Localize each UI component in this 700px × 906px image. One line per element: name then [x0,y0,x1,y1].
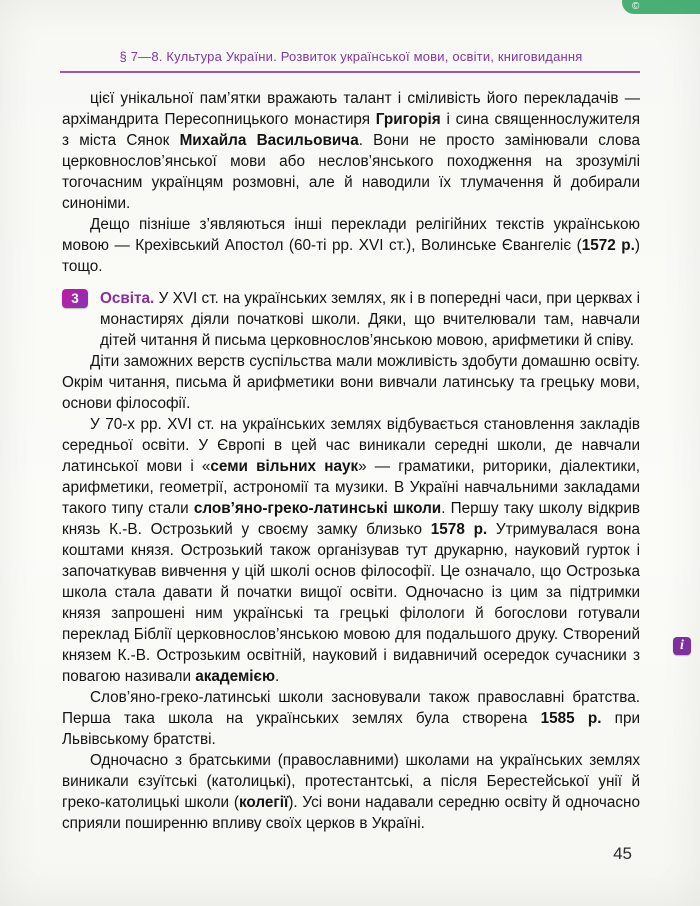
paragraph-brotherhood-schools [62,687,640,750]
section-heading: Освіта. [100,290,155,307]
text-segment: У 70-х рр. XVI ст. на українських землях відбувається становлення закладів середньої освіти. У Європі в цей час виникали середні школи, де навчали латинської мови і « [62,416,640,475]
section-number-badge: 3 [62,289,88,308]
text-segment: . Першу таку школу відкрив князь К.-В. Острозький у своєму замку близько [62,500,640,538]
text-segment: У XVI ст. на українських землях, як і в попередні часи, при церквах і монастирях діяли початкові школи. Дяки, що вчителювали там, навчали дітей читання й письма церковнослов’янською мовою, арифметики й співу. [100,290,640,349]
paragraph-home-education [62,351,640,414]
info-icon: і [673,637,691,655]
text-segment: семи вільних наук [210,458,359,475]
text-segment: Михайла Васильовича [179,132,359,149]
page-number: 45 [613,844,632,863]
text-segment: ). Усі вони надавали середню освіту й одночасно сприяли поширенню впливу своїх церков в Україні. [62,794,641,832]
text-body [62,88,640,834]
text-segment: » — граматики, риторики, діалектики, арифметики, геометрії, астрономії та музики. В Україні навчальними закладами такого типу стали [62,458,640,517]
text-segment: Григорія [375,111,441,128]
text-segment: Одночасно з братськими (православними) школами на українських землях виникали єзуїтські (католицькі), протестантські, а після Берестейської унії й греко-католицькі школи ( [62,752,640,811]
text-segment: . [275,668,280,685]
text-segment: 1578 р. [430,521,488,538]
paragraph-secondary-schools-ostrozky [62,414,640,687]
text-segment: цієї унікальної пам’ятки вражають талант і сміливість його перекладачів — архімандрита Пересопницького монастиря [62,90,640,128]
text-segment: і сина священнослужителя з міста Сянок [62,111,640,149]
text-segment: колегії [238,794,289,811]
text-segment: при Львівському братстві. [62,710,641,748]
chapter-header-title: § 7—8. Культура України. Розвиток української мови, освіти, книговидання [119,49,583,64]
header-divider [60,71,640,73]
text-segment: Діти заможних верств суспільства мали можливість здобути домашню освіту. Окрім читання, письма й арифметики вони вивчали латинську та грецьку мови, основи філософії. [62,353,640,412]
text-segment: академією [195,668,276,685]
text-segment: Утримувалася вона коштами князя. Острозький також організував тут друкарню, науковий гурток і започаткував вивчення у цій школі основ філософії. Це означало, що Острозька школа стала давати й початки вищої освіти. Одночасно із цим за підтримки князя запрошені ним українські та грецькі філологи й богослови готували переклад Біблії церковнослов’янською мовою для подальшого друку. Створений князем К.-В. Острозьким освітній, науковий і видавничий осередок сучасники з повагою називали [62,521,641,685]
text-segment: 1572 р. [581,237,635,254]
text-segment: . Вони не просто замінювали слова церковнослов’янської мови або неслов’янського походження на зрозумілі тогочасним українцям розмовні, але й наводили їх тлумачення й добирали синоніми. [62,132,640,212]
watermark-logo [622,0,700,14]
text-segment: ) тощо. [62,237,641,275]
text-segment: Дещо пізніше з’являються інші переклади релігійних текстів українською мовою — Крехівський Апостол (60-ті рр. XVI ст.), Волинське Євангеліє ( [62,216,640,254]
text-segment: слов’яно-греко-латинські школи [193,500,442,517]
section-osvita [62,288,640,351]
paragraph-other-schools [62,750,640,834]
paragraph-later-translations [62,214,640,277]
text-segment: 1585 р. [540,710,602,727]
paragraph-peresopnytsia-translators [62,88,640,214]
watermark-text: © [632,1,640,12]
text-segment: Слов’яно-греко-латинські школи засновували також православні братства. Перша така школа на українських землях була створена [62,689,640,727]
